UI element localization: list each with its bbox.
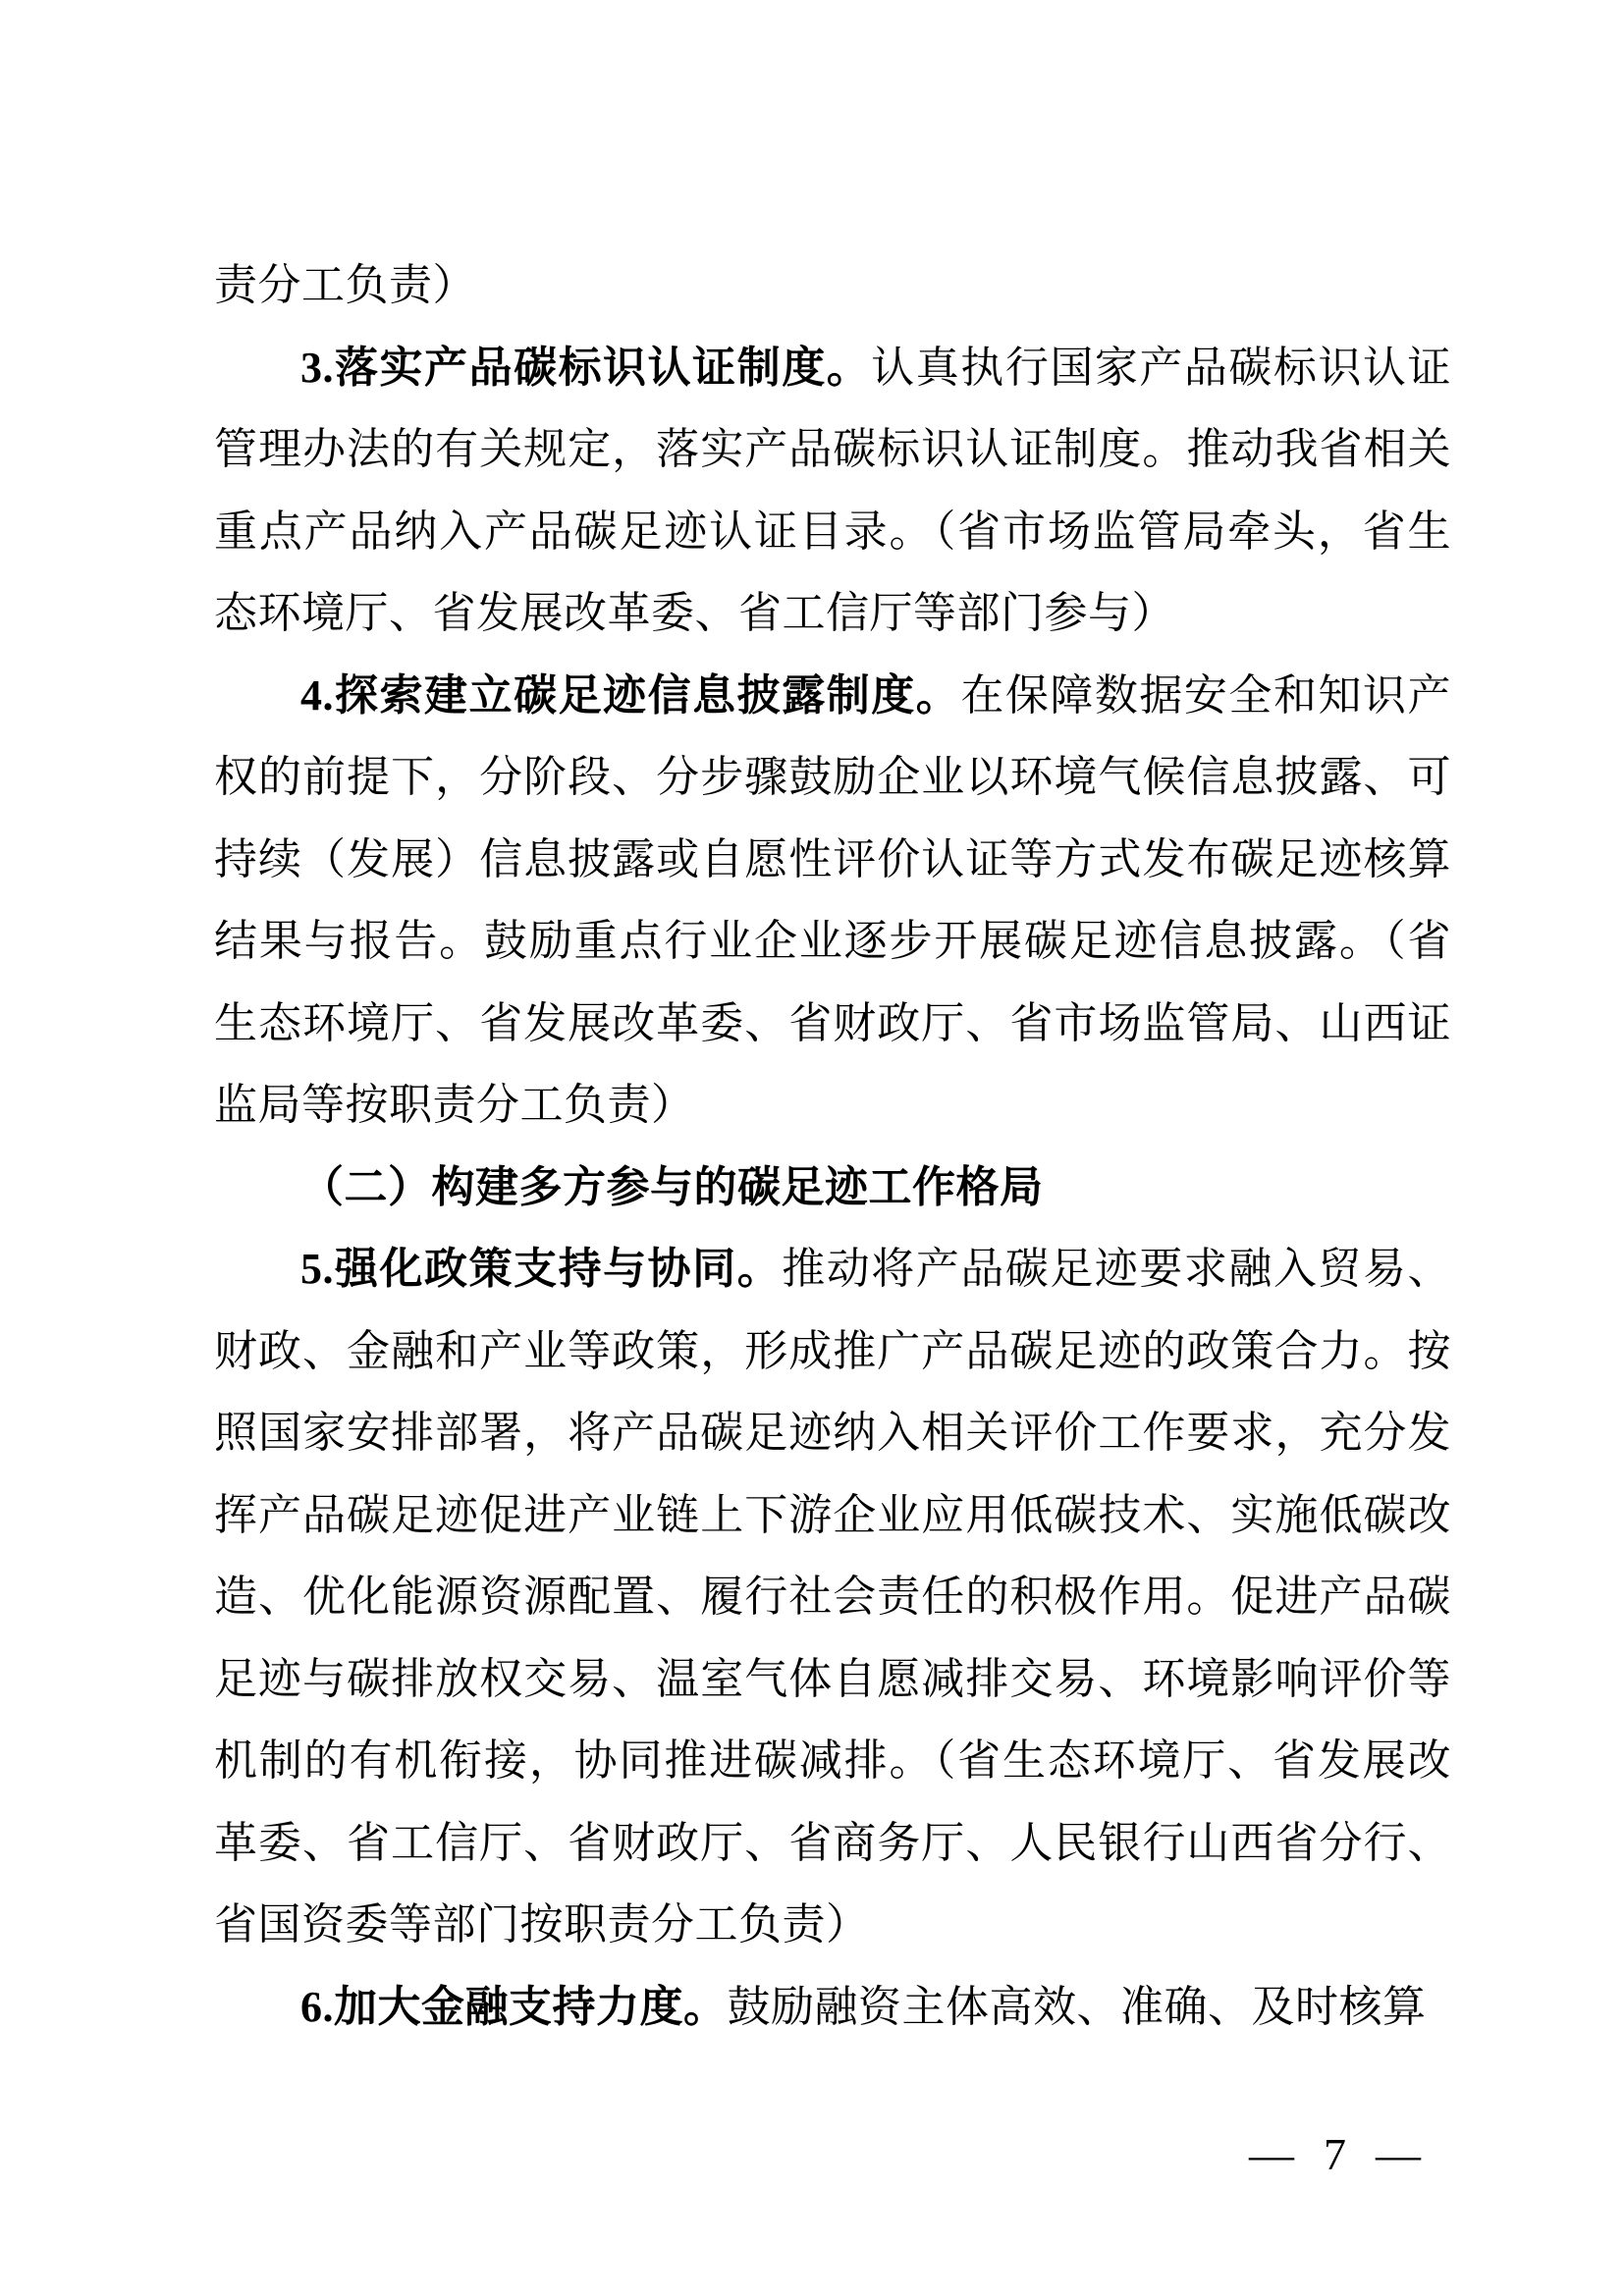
paragraph-item-6-lead: 6.加大金融支持力度。 bbox=[300, 1982, 728, 2031]
paragraph-item-3-lead: 3.落实产品碳标识认证制度。 bbox=[300, 343, 872, 392]
paragraph-item-5-lead: 5.强化政策支持与协同。 bbox=[300, 1245, 783, 1293]
paragraph-item-6-text: 鼓励融资主体高效、准确、及时核算 bbox=[727, 1982, 1427, 2031]
paragraph-item-5-text: 推动将产品碳足迹要求融入贸易、财政、金融和产业等政策，形成推广产品碳足迹的政策合力。按照国家安排部署，将产品碳足迹纳入相关评价工作要求，充分发挥产品碳足迹促进产业链上下游企业应用低碳技术、实施低碳改造、优化能源资源配置、履行社会责任的积极作用。促进产品碳足迹与碳排放权交易、温室气体自愿减排交易、环境影响评价等机制的有机衔接，协同推进碳减排。（省生态环境厅、省发展改革委、省工信厅、省财政厅、省商务厅、人民银行山西省分行、省国资委等部门按职责分工负责） bbox=[214, 1245, 1452, 1949]
paragraph-item-3 bbox=[214, 327, 1451, 655]
footer-dash-left: — bbox=[1249, 2129, 1294, 2179]
paragraph-item-3-text: 认真执行国家产品碳标识认证管理办法的有关规定，落实产品碳标识认证制度。推动我省相关重点产品纳入产品碳足迹认证目录。（省市场监管局牵头，省生态环境厅、省发展改革委、省工信厅等部门参与） bbox=[214, 343, 1452, 637]
paragraph-item-4-text: 在保障数据安全和知识产权的前提下，分阶段、分步骤鼓励企业以环境气候信息披露、可持续（发展）信息披露或自愿性评价认证等方式发布碳足迹核算结果与报告。鼓励重点行业企业逐步开展碳足迹信息披露。（省生态环境厅、省发展改革委、省财政厅、省市场监管局、山西证监局等按职责分工负责） bbox=[214, 670, 1452, 1129]
paragraph-item-4-lead: 4.探索建立碳足迹信息披露制度。 bbox=[300, 670, 961, 720]
paragraph-item-4 bbox=[214, 655, 1451, 1147]
page-number: 7 bbox=[1324, 2129, 1346, 2179]
section-heading-2: （二）构建多方参与的碳足迹工作格局 bbox=[300, 1162, 1044, 1211]
footer-dash-right: — bbox=[1376, 2129, 1421, 2179]
document-body bbox=[214, 244, 1451, 2048]
paragraph-continuation: 责分工负责） bbox=[214, 261, 476, 309]
paragraph-item-5 bbox=[214, 1228, 1451, 1966]
paragraph-item-6 bbox=[214, 1966, 1451, 2049]
page-footer bbox=[1249, 2125, 1421, 2184]
